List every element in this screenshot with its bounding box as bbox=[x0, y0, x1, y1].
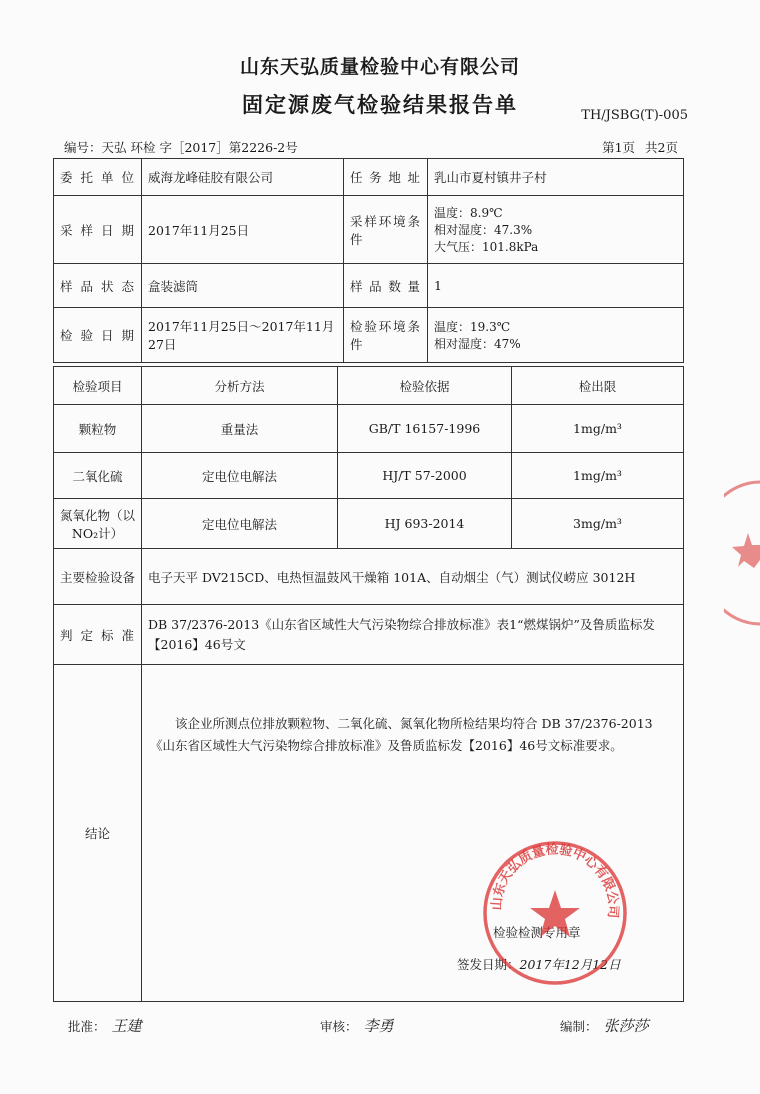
test-humidity: 相对湿度：47% bbox=[434, 337, 521, 351]
review-label: 审核： bbox=[320, 1019, 358, 1034]
sampling-pressure: 大气压：101.8kPa bbox=[434, 240, 539, 254]
approve-label: 批准： bbox=[68, 1019, 106, 1034]
item-limit: 1mg/m³ bbox=[512, 405, 684, 453]
equipment-value: 电子天平 DV215CD、电热恒温鼓风干燥箱 101A、自动烟尘（气）测试仪崂应 3012H bbox=[142, 549, 684, 605]
compile-name: 张莎莎 bbox=[603, 1017, 649, 1035]
side-seal-fragment bbox=[724, 478, 760, 628]
seal-icon bbox=[480, 838, 630, 988]
seal-fragment-icon bbox=[724, 478, 760, 628]
conclusion-label: 结论 bbox=[54, 665, 142, 1002]
report-title: 固定源废气检验结果报告单 bbox=[242, 92, 518, 117]
approve-signature bbox=[68, 1015, 142, 1036]
seal-text: 山东天弘质量检验中心有限公司 bbox=[489, 842, 621, 919]
review-signature bbox=[320, 1015, 394, 1036]
sampling-env-value bbox=[428, 196, 684, 264]
sample-qty-value: 1 bbox=[428, 264, 684, 308]
sampling-date-label: 采样日期 bbox=[54, 196, 142, 264]
header-basis: 检验依据 bbox=[338, 367, 512, 405]
issue-date: 2017年12月12日 bbox=[519, 957, 621, 972]
sampling-date-value: 2017年11月25日 bbox=[142, 196, 344, 264]
sampling-env-label: 采样环境条件 bbox=[344, 196, 428, 264]
test-date-value: 2017年11月25日～2017年11月27日 bbox=[142, 308, 344, 363]
compile-signature bbox=[560, 1015, 649, 1036]
header-item: 检验项目 bbox=[54, 367, 142, 405]
test-env-value bbox=[428, 308, 684, 363]
item-basis: GB/T 16157-1996 bbox=[338, 405, 512, 453]
sample-state-label: 样品状态 bbox=[54, 264, 142, 308]
table-row bbox=[54, 453, 684, 499]
test-env-label: 检验环境条件 bbox=[344, 308, 428, 363]
page-info bbox=[592, 138, 678, 156]
meta-line bbox=[64, 138, 678, 156]
stamp-caption: 检验检测专用章 bbox=[493, 925, 581, 940]
item-limit: 1mg/m³ bbox=[512, 453, 684, 499]
info-table bbox=[53, 158, 684, 363]
page-number: 第1页 bbox=[602, 140, 636, 155]
equipment-label: 主要检验设备 bbox=[54, 549, 142, 605]
item-basis: HJ 693-2014 bbox=[338, 499, 512, 549]
test-date-label: 检验日期 bbox=[54, 308, 142, 363]
sample-qty-label: 样品数量 bbox=[344, 264, 428, 308]
item-name: 二氧化硫 bbox=[54, 453, 142, 499]
task-address-label: 任务地址 bbox=[344, 159, 428, 196]
standard-label: 判定标准 bbox=[54, 605, 142, 665]
item-method: 定电位电解法 bbox=[142, 453, 338, 499]
client-value: 威海龙峰硅胶有限公司 bbox=[142, 159, 344, 196]
conclusion-text: 该企业所测点位排放颗粒物、二氧化硫、氮氧化物所检结果均符合 DB 37/2376-2013《山东省区域性大气污染物综合排放标准》及鲁质监标发【2016】46号文标准要求。 bbox=[150, 716, 653, 753]
item-limit: 3mg/m³ bbox=[512, 499, 684, 549]
standard-value: DB 37/2376-2013《山东省区域性大气污染物综合排放标准》表1“燃煤锅炉”及鲁质监标发【2016】46号文 bbox=[142, 605, 684, 665]
sampling-humidity: 相对湿度：47.3% bbox=[434, 223, 533, 237]
item-name: 颗粒物 bbox=[54, 405, 142, 453]
header-method: 分析方法 bbox=[142, 367, 338, 405]
item-name: 氮氧化物（以NO₂计） bbox=[54, 499, 142, 549]
task-address-value: 乳山市夏村镇井子村 bbox=[428, 159, 684, 196]
org-name: 山东天弘质量检验中心有限公司 bbox=[239, 56, 520, 78]
header-limit: 检出限 bbox=[512, 367, 684, 405]
compile-label: 编制： bbox=[560, 1019, 598, 1034]
items-table bbox=[53, 366, 684, 549]
item-method: 重量法 bbox=[142, 405, 338, 453]
test-temp: 温度：19.3℃ bbox=[434, 320, 511, 334]
table-row bbox=[54, 405, 684, 453]
total-pages: 共2页 bbox=[645, 140, 678, 155]
approve-name: 王建 bbox=[111, 1017, 142, 1035]
client-label: 委托单位 bbox=[54, 159, 142, 196]
sample-state-value: 盒装滤筒 bbox=[142, 264, 344, 308]
review-name: 李勇 bbox=[363, 1017, 394, 1035]
sampling-temp: 温度：8.9℃ bbox=[434, 206, 503, 220]
table-row bbox=[54, 499, 684, 549]
doc-code: TH/JSBG(T)-005 bbox=[581, 108, 688, 123]
issue-date-label: 签发日期： bbox=[457, 957, 520, 972]
item-basis: HJ/T 57-2000 bbox=[338, 453, 512, 499]
item-method: 定电位电解法 bbox=[142, 499, 338, 549]
official-seal bbox=[480, 838, 630, 988]
serial-number: 编号：天弘 环检 字［2017］第2226-2号 bbox=[64, 140, 298, 155]
